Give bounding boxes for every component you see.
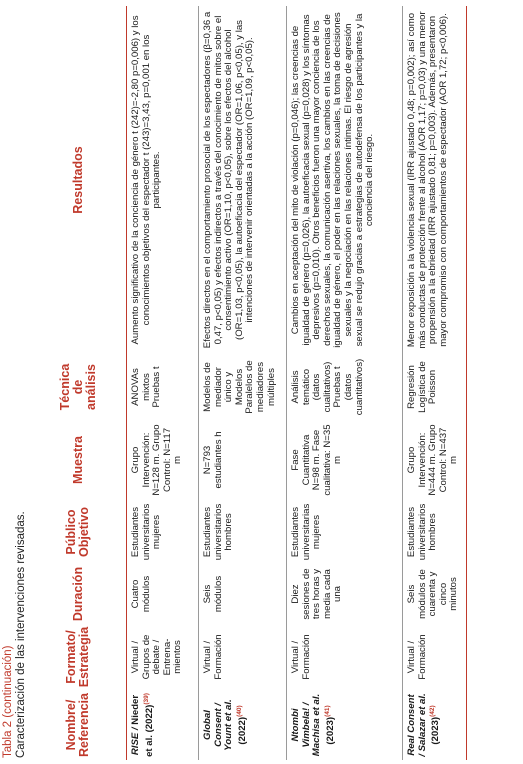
cell-results: Menor exposición a la violencia sexual (IRR ajustado 0,48; p=0,002); así como más conductas de protección frente al alcohol (AOR 1,17; p=0,03) y una menor propensión a la ebriedad (IRR ajustado 0,81; p=0,003). Además, presentaron mayor compromiso con comportamientos de espectador (AOR 1,72; p<0,006).: [403, 6, 467, 354]
citation-number: (42): [429, 705, 437, 717]
citation-number: (40): [235, 705, 243, 717]
cell-name: [403, 690, 467, 760]
header-row: [30, 6, 127, 760]
cell-duration: Seis módulos de cuarenta y cinco minutos: [403, 564, 467, 624]
cell-audience: Estudiantes universitarios hombres: [403, 500, 467, 564]
intervention-ref: (2022): [236, 716, 248, 745]
cell-technique: ANOVAs mixtos Pruebas t: [127, 354, 199, 420]
table-row: [287, 6, 403, 760]
table-header: [30, 6, 127, 760]
intervention-name: Global Consent / Yount et al.: [202, 699, 235, 751]
cell-name: [287, 690, 403, 760]
cell-duration: Diez sesiones de tres horas y media cada una: [287, 564, 403, 624]
cell-results: Cambios en aceptación del mito de violación (p=0,046); las creencias de igualdad de género (p=0,026), la autoeficacia sexual (p=0,028) y los síntomas depresivos (p=0,010). Otros beneficios fueron una mayor conciencia de los derechos sexuales, la comunicación asertiva, los cambios en las creencias de igualdad de género, el poder en las relaciones sexuales, la toma de decisiones sexuales y la negociación en las relaciones íntimas. El riesgo de agresión sexual se redujo gracias a estrategias de autodefensa de los participantes y la conciencia del riesgo.: [287, 6, 403, 354]
cell-audience: Estudiantes universitarios mujeres: [127, 500, 199, 564]
header-sample: Muestra: [30, 420, 127, 500]
table-row: [403, 6, 467, 760]
cell-duration: Seis módulos: [199, 564, 287, 624]
cell-technique: Modelos de mediador único y Modelos Paralelos de mediadores múltiples: [199, 354, 287, 420]
cell-audience: Estudiantes universitarios hombres: [199, 500, 287, 564]
intervention-ref: (2023): [430, 716, 442, 745]
intervention-name: RISE /: [130, 727, 141, 756]
header-name: Nombre/ Referencia: [30, 690, 127, 760]
intervention-name: Ntombi Vimbela! / Machisa et al.: [290, 693, 323, 757]
citation-number: (39): [142, 693, 150, 705]
interventions-table: [30, 6, 467, 760]
cell-technique: Análisis temático (datos cualitativos) Pruebas t (datos cuantitativos): [287, 354, 403, 420]
citation-number: (41): [323, 705, 331, 717]
cell-sample: Grupo Intervención: N=128 m. Grupo Control: N=117 m: [127, 420, 199, 500]
cell-name: [127, 690, 199, 760]
table-row: [127, 6, 199, 760]
table-caption: [2, 18, 28, 758]
cell-technique: Regresión Logística de Poisson: [403, 354, 467, 420]
cell-results: Aumento significativo de la conciencia de género t (242)=-2,80 p=0,006) y los conocimientos objetivos del espectador t (243)=3,43, p=0,001 en los participantes.: [127, 6, 199, 354]
cell-duration: Cuatro módulos: [127, 564, 199, 624]
cell-results: Efectos directos en el comportamiento prosocial de los espectadores (β=0,36 a 0,47, p<0,05) y efectos indirectos a través del conocimiento de mitos sobre el consentimiento activo (OR=1,10, p<0,05), sobre los efectos del alcohol (OR=1,03, p<0,05), la autoeficacia del espectador (OR=1,06, p<0,05), y las intenciones de intervenir orientadas a la acción (OR=1,09, p<0,05).: [199, 6, 287, 354]
intervention-ref: (2023): [324, 716, 336, 745]
header-results: Resultados: [30, 6, 127, 354]
cell-sample: N=793 estudiantes h: [199, 420, 287, 500]
table-row: [199, 6, 287, 760]
table-body: [127, 6, 467, 760]
intervention-ref: Nieder et al. (2022): [130, 694, 155, 757]
cell-format: Virtual / Grupos de debate / Entrena-mientos: [127, 624, 199, 690]
intervention-name: Real Consent / Salazar et al.: [406, 693, 428, 757]
header-technique: Técnica de análisis: [30, 354, 127, 420]
caption-subtitle: Caracterización de las intervenciones revisadas.: [15, 511, 27, 758]
cell-format: Virtual / Formación: [199, 624, 287, 690]
caption-title: Tabla 2 (continuación): [2, 645, 14, 758]
cell-name: [199, 690, 287, 760]
cell-format: Virtual / Formación: [403, 624, 467, 690]
header-format: Formato/ Estrategia: [30, 624, 127, 690]
cell-sample: Grupo Intervención: N=444 m. Grupo Control: N=437 m: [403, 420, 467, 500]
cell-format: Virtual / Formación: [287, 624, 403, 690]
cell-audience: Estudiantes universitarias mujeres: [287, 500, 403, 564]
cell-sample: Fase Cuantitativa N=98 m. Fase cualitativa: N=35 m: [287, 420, 403, 500]
header-audience: Público Objetivo: [30, 500, 127, 564]
header-duration: Duración: [30, 564, 127, 624]
